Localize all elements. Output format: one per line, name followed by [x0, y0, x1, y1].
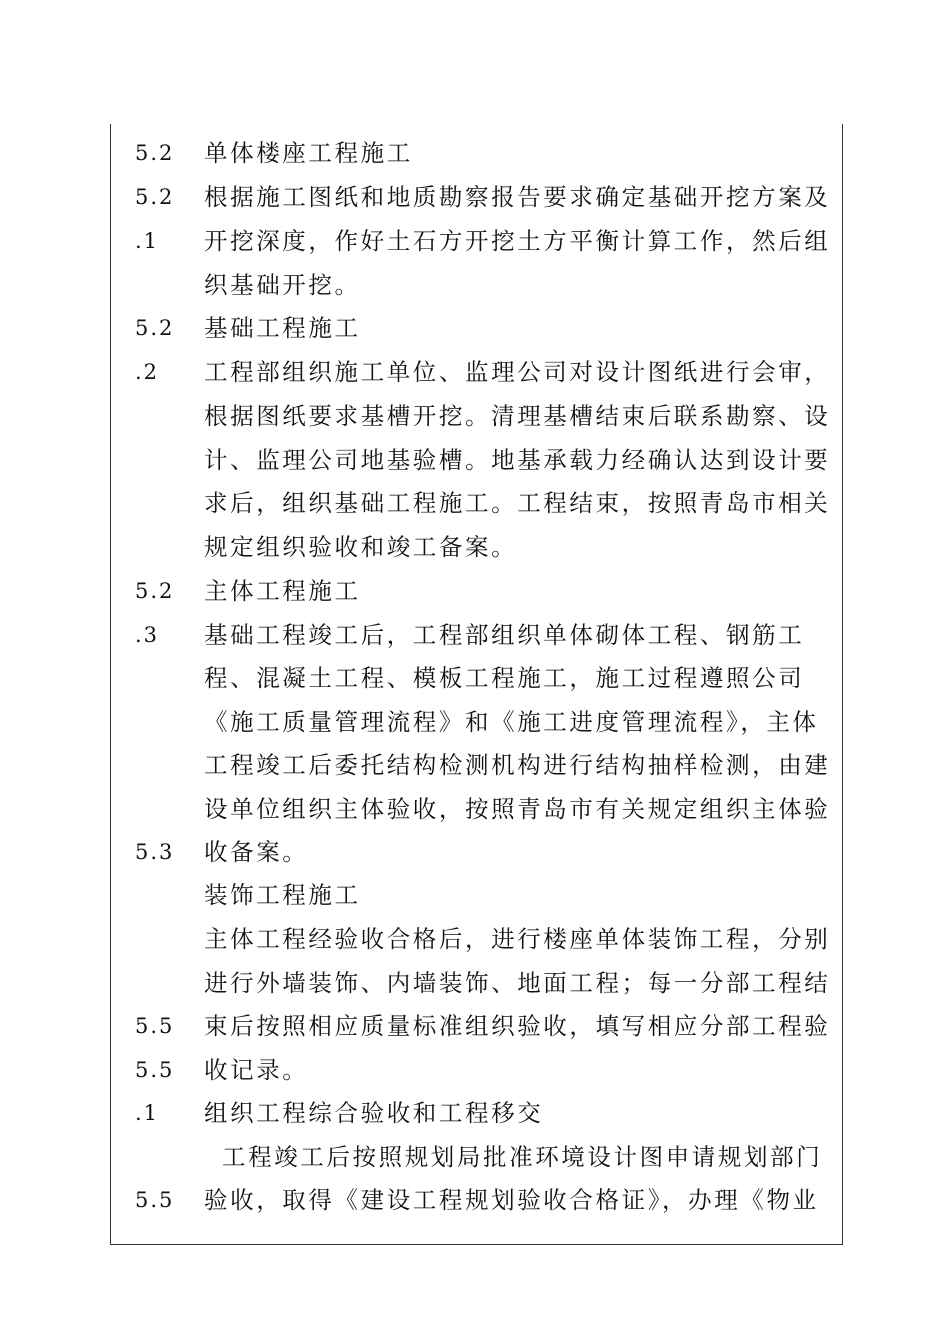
section-number: 5.5 — [135, 1058, 175, 1082]
text-line: 基础工程竣工后，工程部组织单体砌体工程、钢筋工 — [204, 621, 805, 649]
section-number: 5.2 — [135, 316, 175, 340]
text-line: 工程竣工后按照规划局批准环境设计图申请规划部门 — [222, 1143, 823, 1171]
section-number: 5.2 — [135, 185, 175, 209]
text-line: 收备案。 — [204, 838, 309, 866]
text-line: 开挖深度，作好土石方开挖土方平衡计算工作，然后组 — [204, 227, 831, 255]
text-line: 根据施工图纸和地质勘察报告要求确定基础开挖方案及 — [204, 183, 831, 211]
heading-line: 主体工程施工 — [204, 577, 361, 605]
text-line: 收记录。 — [204, 1056, 309, 1084]
text-line: 求后，组织基础工程施工。工程结束，按照青岛市相关 — [204, 489, 831, 517]
text-line: 规定组织验收和竣工备案。 — [204, 533, 518, 561]
text-line: 工程部组织施工单位、监理公司对设计图纸进行会审， — [204, 358, 831, 386]
section-number: 5.5 — [135, 1188, 175, 1212]
text-line: 工程竣工后委托结构检测机构进行结构抽样检测，由建 — [204, 751, 831, 779]
heading-line: 单体楼座工程施工 — [204, 139, 413, 167]
text-line: 进行外墙装饰、内墙装饰、地面工程；每一分部工程结 — [204, 969, 831, 997]
text-line: 验收，取得《建设工程规划验收合格证》，办理《物业 — [204, 1186, 819, 1214]
text-line: 根据图纸要求基槽开挖。清理基槽结束后联系勘察、设 — [204, 402, 831, 430]
heading-line: 基础工程施工 — [204, 314, 361, 342]
text-line: 主体工程经验收合格后，进行楼座单体装饰工程，分别 — [204, 925, 831, 953]
heading-line: 组织工程综合验收和工程移交 — [204, 1099, 544, 1127]
section-number: .2 — [135, 360, 160, 384]
text-line: 计、监理公司地基验槽。地基承载力经确认达到设计要 — [204, 446, 831, 474]
section-number: .1 — [135, 229, 160, 253]
section-number: .1 — [135, 1101, 160, 1125]
section-number: 5.2 — [135, 579, 175, 603]
text-line: 程、混凝土工程、模板工程施工，施工过程遵照公司 — [204, 664, 805, 692]
text-line: 织基础开挖。 — [204, 271, 361, 299]
text-line: 《施工质量管理流程》和《施工进度管理流程》，主体 — [204, 708, 819, 736]
section-number: .3 — [135, 623, 160, 647]
section-number: 5.3 — [135, 840, 175, 864]
text-line: 设单位组织主体验收，按照青岛市有关规定组织主体验 — [204, 795, 831, 823]
section-number: 5.5 — [135, 1014, 175, 1038]
text-line: 束后按照相应质量标准组织验收，填写相应分部工程验 — [204, 1012, 831, 1040]
heading-line: 装饰工程施工 — [204, 881, 361, 909]
section-number: 5.2 — [135, 141, 175, 165]
